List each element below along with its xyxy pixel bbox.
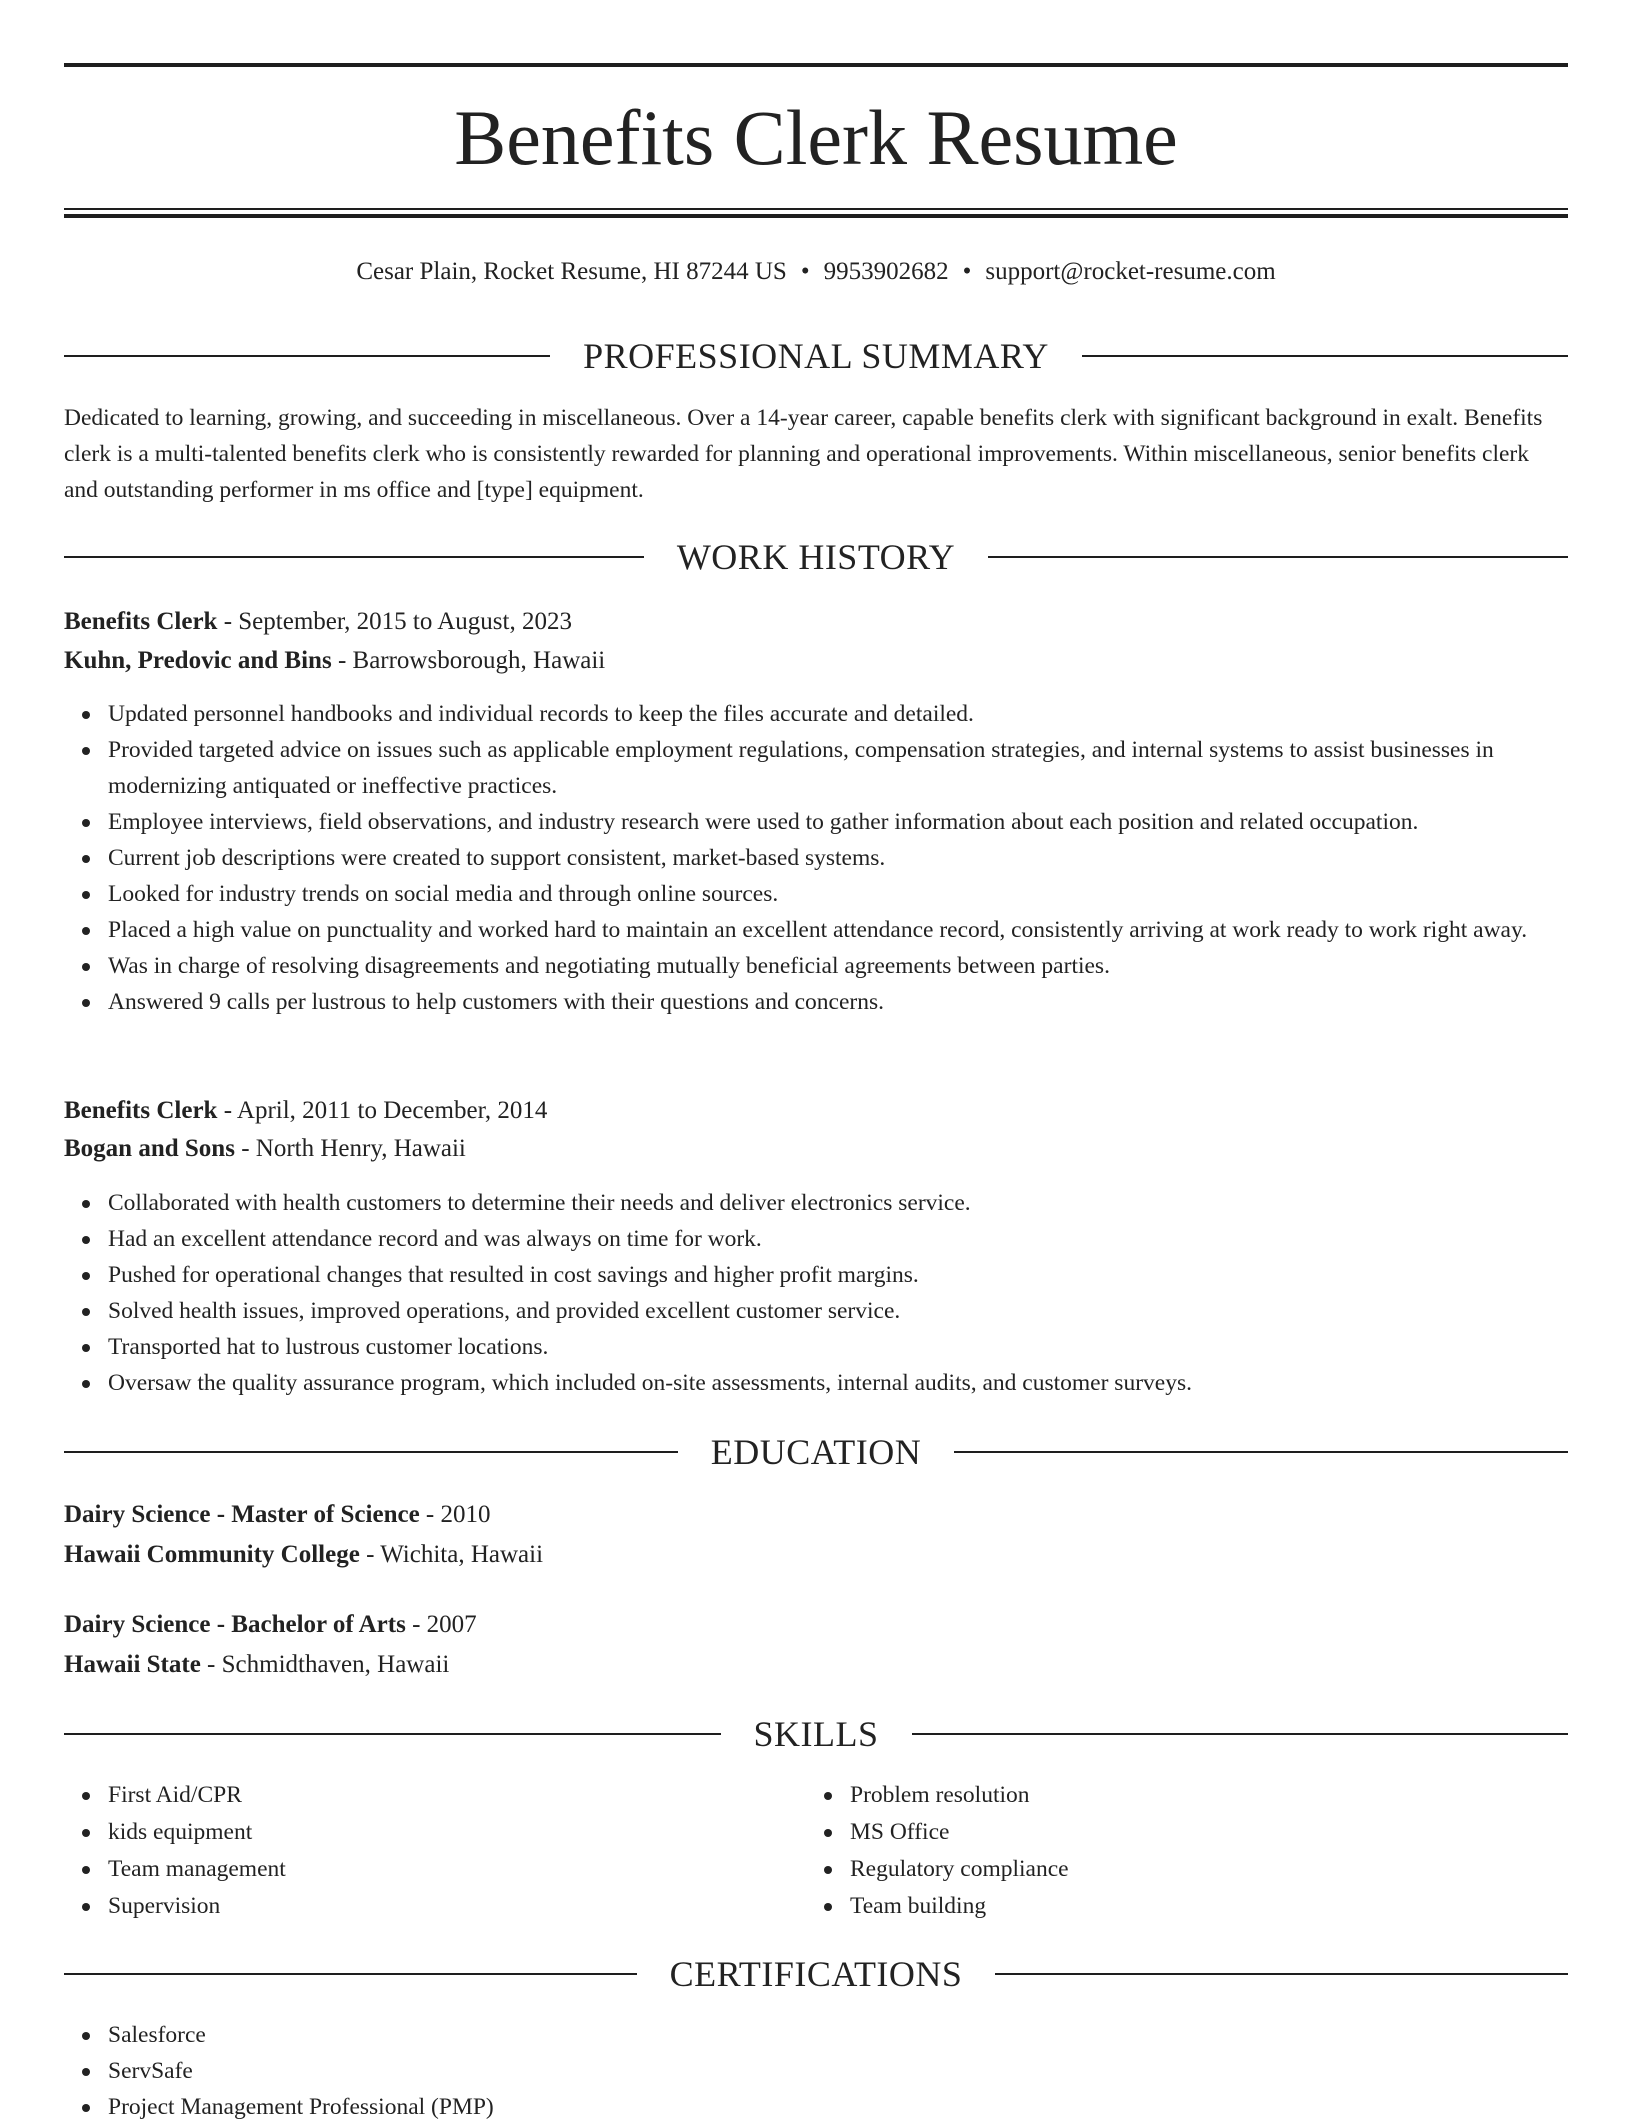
education-school-line — [64, 1646, 1568, 1684]
education-degree: Dairy Science - Master of Science — [64, 1501, 420, 1528]
skills-list-right — [806, 1777, 1550, 1925]
job-location: - Barrowsborough, Hawaii — [331, 647, 606, 674]
summary-text: Dedicated to learning, growing, and succeeding in miscellaneous. Over a 14-year career, capable benefits clerk with significant background in exalt. Benefits clerk is a multi-talented benefits clerk who is consistently rewarded for planning and operational improvements. Within miscellaneous, senior benefits clerk and outstanding performer in ms office and [type] equipment. — [64, 405, 1543, 503]
job-title-line — [64, 1092, 1568, 1130]
section-heading-skills — [64, 1712, 1568, 1756]
section-title: SKILLS — [753, 1714, 879, 1754]
title-rule-lower — [64, 214, 1568, 218]
heading-rule — [64, 1733, 721, 1735]
contact-separator: • — [800, 258, 810, 285]
job-company-line — [64, 1130, 1568, 1168]
list-item: kids equipment — [108, 1814, 808, 1851]
section-title: EDUCATION — [710, 1432, 922, 1472]
job-company: Bogan and Sons — [64, 1135, 235, 1162]
section-title: WORK HISTORY — [676, 537, 956, 577]
education-school: Hawaii Community College — [64, 1541, 360, 1568]
section-heading-certifications — [64, 1952, 1568, 1996]
job-title: Benefits Clerk — [64, 608, 218, 635]
list-item: Oversaw the quality assurance program, which included on-site assessments, internal audits, and customer surveys. — [108, 1365, 1612, 1401]
contact-phone: 9953902682 — [823, 258, 949, 285]
list-item: Team building — [850, 1888, 1550, 1925]
list-item: Employee interviews, field observations, and industry research were used to gather information about each position and related occupation. — [108, 804, 1612, 840]
list-item: Regulatory compliance — [850, 1851, 1550, 1888]
list-item: Team management — [108, 1851, 808, 1888]
page-title: Benefits Clerk Resume — [454, 94, 1178, 181]
heading-rule — [64, 1973, 637, 1975]
heading-rule — [995, 1973, 1568, 1975]
list-item: Current job descriptions were created to support consistent, market-based systems. — [108, 840, 1612, 876]
section-heading-summary — [64, 334, 1568, 378]
section-heading-work — [64, 535, 1568, 579]
heading-rule — [64, 355, 550, 357]
education-year: - 2007 — [405, 1611, 477, 1638]
list-item: Collaborated with health customers to determine their needs and deliver electronics service. — [108, 1185, 1612, 1221]
job-duties-list — [64, 1185, 1612, 1401]
list-item: Problem resolution — [850, 1777, 1550, 1814]
certifications-list — [64, 2017, 1612, 2125]
list-item: Solved health issues, improved operations, and provided excellent customer service. — [108, 1293, 1612, 1329]
education-year: - 2010 — [419, 1501, 491, 1528]
section-title: PROFESSIONAL SUMMARY — [583, 336, 1049, 376]
heading-rule — [64, 1451, 678, 1453]
top-rule — [64, 63, 1568, 67]
education-location: - Schmidthaven, Hawaii — [200, 1651, 450, 1678]
contact-line — [64, 254, 1568, 290]
education-degree: Dairy Science - Bachelor of Arts — [64, 1611, 406, 1638]
contact-address: Cesar Plain, Rocket Resume, HI 87244 US — [356, 258, 787, 285]
job-company-line — [64, 642, 1568, 680]
job-duties-list — [64, 696, 1612, 1020]
list-item: Salesforce — [108, 2017, 1612, 2053]
list-item: MS Office — [850, 1814, 1550, 1851]
job-dates: - September, 2015 to August, 2023 — [217, 608, 572, 635]
list-item: Had an excellent attendance record and was always on time for work. — [108, 1221, 1612, 1257]
list-item: Placed a high value on punctuality and worked hard to maintain an excellent attendance record, consistently arriving at work ready to work right away. — [108, 912, 1612, 948]
list-item: Pushed for operational changes that resulted in cost savings and higher profit margins. — [108, 1257, 1612, 1293]
contact-separator: • — [962, 258, 972, 285]
list-item: ServSafe — [108, 2053, 1612, 2089]
list-item: Updated personnel handbooks and individual records to keep the files accurate and detailed. — [108, 696, 1612, 732]
list-item: Answered 9 calls per lustrous to help customers with their questions and concerns. — [108, 984, 1612, 1020]
education-school-line — [64, 1536, 1568, 1574]
heading-rule — [954, 1451, 1568, 1453]
job-dates: - April, 2011 to December, 2014 — [217, 1097, 548, 1124]
job-title-line — [64, 603, 1568, 641]
heading-rule — [64, 556, 644, 558]
education-degree-line — [64, 1606, 1568, 1644]
job-location: - North Henry, Hawaii — [234, 1135, 466, 1162]
contact-email: support@rocket-resume.com — [985, 258, 1276, 285]
list-item: Was in charge of resolving disagreements and negotiating mutually beneficial agreements between parties. — [108, 948, 1612, 984]
list-item: Looked for industry trends on social media and through online sources. — [108, 876, 1612, 912]
title-rule-upper — [64, 208, 1568, 210]
list-item: First Aid/CPR — [108, 1777, 808, 1814]
skills-list-left — [64, 1777, 808, 1925]
list-item: Transported hat to lustrous customer locations. — [108, 1329, 1612, 1365]
education-location: - Wichita, Hawaii — [359, 1541, 544, 1568]
list-item: Project Management Professional (PMP) — [108, 2089, 1612, 2125]
list-item: Provided targeted advice on issues such as applicable employment regulations, compensation strategies, and internal systems to assist businesses in modernizing antiquated or ineffective practices. — [108, 732, 1612, 804]
education-degree-line — [64, 1496, 1568, 1534]
section-heading-education — [64, 1430, 1568, 1474]
heading-rule — [912, 1733, 1569, 1735]
heading-rule — [1082, 355, 1568, 357]
heading-rule — [988, 556, 1568, 558]
list-item: Supervision — [108, 1888, 808, 1925]
job-company: Kuhn, Predovic and Bins — [64, 647, 332, 674]
job-title: Benefits Clerk — [64, 1097, 218, 1124]
section-title: CERTIFICATIONS — [669, 1954, 963, 1994]
education-school: Hawaii State — [64, 1651, 201, 1678]
